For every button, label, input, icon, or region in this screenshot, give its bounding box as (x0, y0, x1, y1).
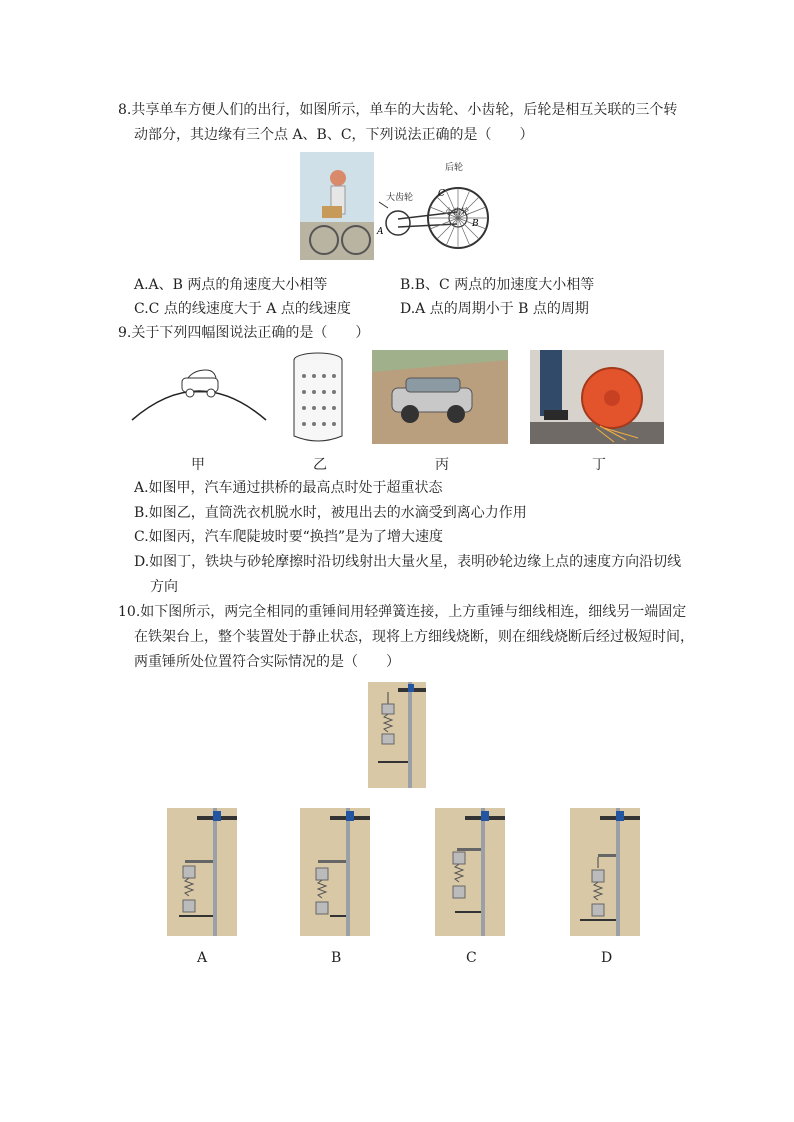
q9-option-d-line2: 方向 (150, 579, 178, 595)
q10-stem-line2: 在铁架台上，整个装置处于静止状态，现将上方细线烧断，则在细线烧断后经过极短时间， (134, 629, 694, 645)
bicycle-figure (300, 152, 496, 262)
q9-caption-jia: 甲 (191, 457, 205, 473)
big-gear-label: 大齿轮 (386, 193, 414, 203)
q8-option-a[interactable]: A.A、B 两点的角速度大小相等 (134, 277, 328, 293)
q10-initial-state-photo (368, 682, 426, 788)
q8-stem-line1: 8.共享单车方便人们的出行，如图所示，单车的大齿轮、小齿轮，后轮是相互关联的三个转 (118, 102, 678, 118)
q10-option-b-photo (300, 808, 370, 936)
rear-wheel-label: 后轮 (445, 163, 464, 173)
q9-option-d-line1[interactable]: D.如图丁，铁块与砂轮摩擦时沿切线射出大量火星，表明砂轮边缘上点的速度方向沿切线 (134, 554, 682, 570)
q10-caption-a: A (197, 950, 208, 966)
q8-option-c[interactable]: C.C 点的线速度大于 A 点的线速度 (134, 301, 351, 317)
q10-stem-line3: 两重锤所处位置符合实际情况的是（ ） (134, 654, 400, 670)
q10-caption-c: C (466, 950, 477, 966)
q10-caption-d: D (601, 950, 613, 966)
washing-machine-figure (288, 350, 348, 446)
q10-caption-b: B (331, 950, 342, 966)
q8-stem-line2: 动部分，其边缘有三个点 A、B、C，下列说法正确的是（ ） (134, 127, 534, 143)
q9-caption-bing: 丙 (435, 457, 449, 473)
q10-option-c-photo (435, 808, 505, 936)
arch-bridge-figure (130, 368, 268, 424)
big-gear-diagram (386, 211, 410, 235)
q9-option-a[interactable]: A.如图甲，汽车通过拱桥的最高点时处于超重状态 (134, 480, 443, 496)
q8-option-d[interactable]: D.A 点的周期小于 B 点的周期 (400, 301, 589, 317)
q9-caption-yi: 乙 (313, 457, 327, 473)
suv-on-slope-figure (372, 350, 508, 444)
q9-stem: 9.关于下列四幅图说法正确的是（ ） (118, 325, 370, 341)
point-b-label: B (472, 219, 479, 229)
point-a-label: A (377, 227, 384, 237)
q10-option-a-photo (167, 808, 237, 936)
small-gear-label: 小齿轮 (445, 207, 469, 216)
q8-option-b[interactable]: B.B、C 两点的加速度大小相等 (400, 277, 595, 293)
grinding-wheel-figure (530, 350, 664, 444)
q10-stem-line1: 10.如下图所示，两完全相同的重锤间用轻弹簧连接，上方重锤与细线相连，细线另一端固定 (118, 604, 687, 620)
q9-option-b[interactable]: B.如图乙，直筒洗衣机脱水时，被甩出去的水滴受到离心力作用 (134, 505, 527, 521)
q10-option-d-photo (570, 808, 640, 936)
point-c-label: C (438, 189, 445, 199)
q9-caption-ding: 丁 (592, 457, 606, 473)
q9-option-c[interactable]: C.如图丙，汽车爬陡坡时要“换挡”是为了增大速度 (134, 529, 443, 545)
